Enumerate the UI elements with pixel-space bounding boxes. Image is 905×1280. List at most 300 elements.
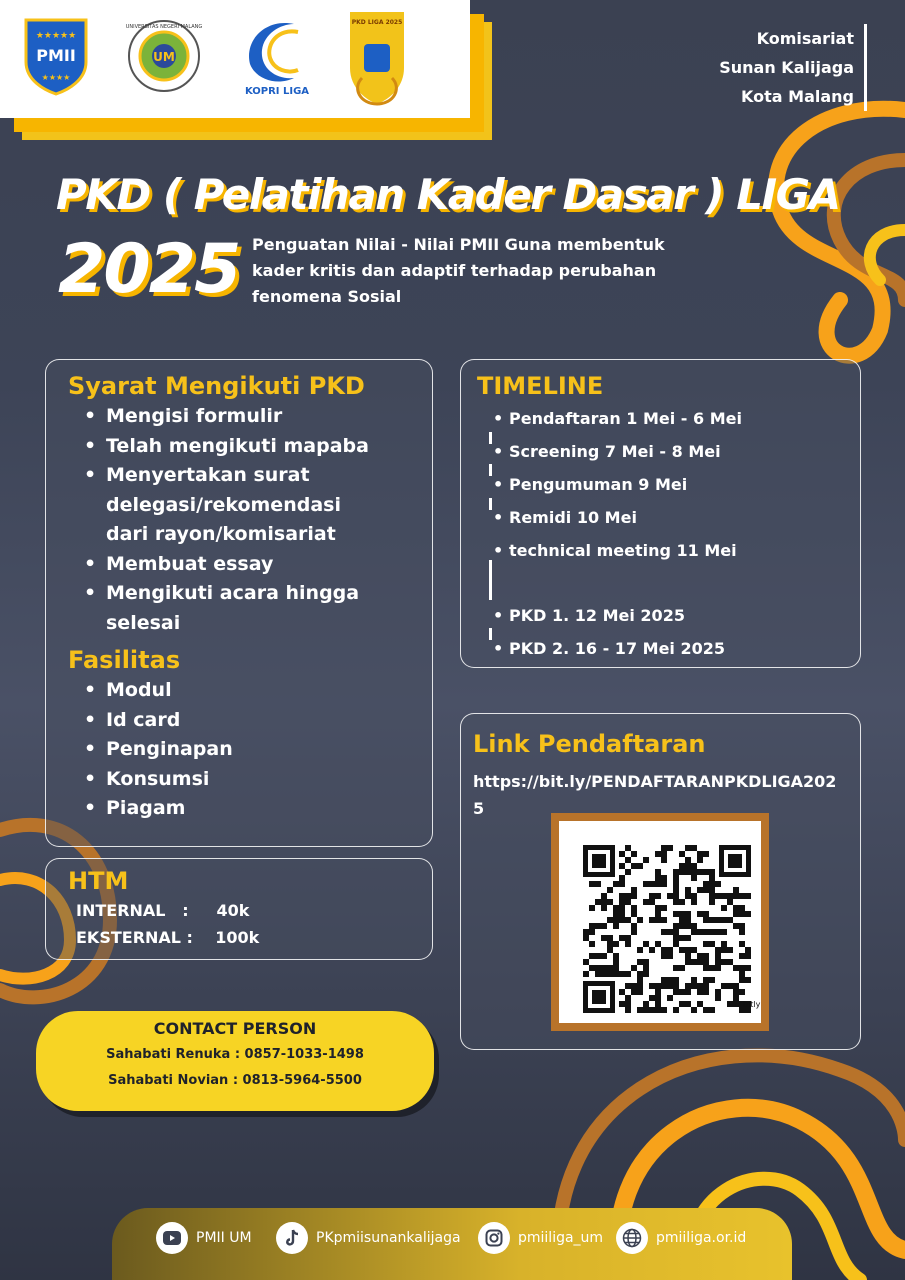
qr-module — [649, 899, 655, 905]
qr-module — [649, 947, 655, 953]
qr-module — [709, 893, 715, 899]
qr-module — [637, 989, 643, 995]
qr-module — [727, 899, 733, 905]
qr-module — [697, 959, 703, 965]
youtube-icon — [156, 1222, 188, 1254]
qr-module — [595, 923, 601, 929]
qr-code[interactable] — [559, 821, 761, 1023]
qr-module — [727, 983, 733, 989]
qr-module — [679, 863, 685, 869]
qr-module — [673, 887, 679, 893]
qr-module — [697, 983, 703, 989]
qr-module — [595, 971, 601, 977]
qr-module — [721, 929, 727, 935]
qr-module — [685, 917, 691, 923]
social-website[interactable] — [616, 1222, 746, 1254]
qr-module — [601, 965, 607, 971]
qr-module — [739, 929, 745, 935]
qr-module — [637, 917, 643, 923]
qr-module — [673, 935, 679, 941]
facilities-list — [46, 676, 432, 824]
kopri-liga-logo — [236, 16, 318, 98]
qr-module — [661, 947, 667, 953]
qr-module — [589, 941, 595, 947]
qr-module — [649, 881, 655, 887]
qr-module — [673, 911, 679, 917]
qr-module — [667, 845, 673, 851]
qr-module — [691, 923, 697, 929]
qr-module — [613, 881, 619, 887]
qr-module — [679, 851, 685, 857]
qr-module — [625, 1007, 631, 1013]
qr-module — [625, 935, 631, 941]
qr-module — [607, 971, 613, 977]
qr-module — [655, 1007, 661, 1013]
qr-module — [691, 899, 697, 905]
qr-module — [649, 995, 655, 1001]
qr-module — [685, 869, 691, 875]
qr-module — [631, 887, 637, 893]
qr-module — [637, 1007, 643, 1013]
qr-code-frame — [551, 813, 769, 1031]
pmii-logo-text: PMII — [36, 46, 76, 65]
qr-module — [715, 995, 721, 1001]
qr-module — [643, 899, 649, 905]
qr-module — [745, 947, 751, 953]
qr-module — [625, 845, 631, 851]
qr-module — [637, 971, 643, 977]
qr-module — [685, 989, 691, 995]
qr-module — [679, 935, 685, 941]
fee-box — [45, 858, 433, 960]
timeline-list — [491, 402, 851, 665]
qr-module — [589, 881, 595, 887]
qr-module — [655, 995, 661, 1001]
qr-module — [643, 941, 649, 947]
qr-module — [673, 875, 679, 881]
timeline-box — [460, 359, 861, 668]
qr-module — [691, 959, 697, 965]
qr-module — [709, 881, 715, 887]
qr-module — [721, 905, 727, 911]
qr-module — [691, 845, 697, 851]
qr-module — [703, 983, 709, 989]
qr-module — [709, 977, 715, 983]
qr-module — [733, 923, 739, 929]
qr-module — [739, 953, 745, 959]
qr-module — [733, 887, 739, 893]
pkd-liga-badge — [342, 8, 412, 108]
qr-module — [673, 881, 679, 887]
event-year: 2025 — [58, 230, 240, 309]
qr-module — [733, 995, 739, 1001]
qr-module — [715, 959, 721, 965]
qr-module — [631, 965, 637, 971]
qr-module — [685, 923, 691, 929]
qr-module — [685, 845, 691, 851]
qr-module — [607, 935, 613, 941]
qr-module — [739, 965, 745, 971]
list-item: • Id card — [70, 706, 432, 736]
qr-module — [661, 851, 667, 857]
social-label: PMII UM — [196, 1230, 252, 1246]
pkd-badge-text: PKD LIGA 2025 — [351, 19, 403, 26]
instagram-icon — [478, 1222, 510, 1254]
qr-module — [667, 929, 673, 935]
qr-module — [691, 893, 697, 899]
qr-module — [703, 869, 709, 875]
qr-module — [691, 947, 697, 953]
qr-module — [697, 857, 703, 863]
um-logo-ring-text: UNIVERSITAS NEGERI MALANG — [126, 24, 202, 30]
qr-module — [703, 929, 709, 935]
qr-module — [733, 1001, 739, 1007]
qr-module — [655, 893, 661, 899]
qr-module — [637, 977, 643, 983]
qr-module — [625, 857, 631, 863]
list-item: • Membuat essay — [70, 550, 400, 580]
qr-module — [691, 869, 697, 875]
qr-module — [613, 965, 619, 971]
qr-module — [631, 929, 637, 935]
fee-internal: INTERNAL : 40k — [76, 901, 250, 920]
qr-module — [715, 947, 721, 953]
qr-code-pattern — [559, 821, 761, 1023]
qr-module — [655, 881, 661, 887]
social-instagram[interactable] — [478, 1222, 603, 1254]
qr-module — [583, 935, 589, 941]
qr-module — [583, 959, 589, 965]
qr-module — [607, 887, 613, 893]
qr-module — [685, 893, 691, 899]
qr-module — [673, 929, 679, 935]
pmii-logo — [22, 16, 90, 96]
qr-module — [607, 965, 613, 971]
qr-module — [601, 935, 607, 941]
list-item: • Piagam — [70, 794, 432, 824]
qr-module — [619, 875, 625, 881]
qr-module — [703, 851, 709, 857]
qr-module — [643, 959, 649, 965]
registration-heading: Link Pendaftaran — [473, 730, 706, 758]
qr-module — [715, 893, 721, 899]
qr-module — [745, 911, 751, 917]
social-youtube[interactable] — [156, 1222, 252, 1254]
list-item: • Konsumsi — [70, 765, 432, 795]
qr-module — [613, 971, 619, 977]
qr-module — [619, 1001, 625, 1007]
qr-module — [649, 917, 655, 923]
qr-module — [697, 887, 703, 893]
qr-module — [643, 971, 649, 977]
qr-module — [619, 851, 625, 857]
qr-module — [685, 935, 691, 941]
qr-module — [739, 905, 745, 911]
qr-module — [631, 851, 637, 857]
qr-module — [607, 917, 613, 923]
qr-module — [733, 983, 739, 989]
qr-module — [715, 989, 721, 995]
registration-link[interactable]: https://bit.ly/PENDAFTARANPKDLIGA2025 — [473, 772, 837, 818]
qr-module — [631, 911, 637, 917]
qr-module — [619, 911, 625, 917]
qr-module — [721, 941, 727, 947]
qr-module — [637, 863, 643, 869]
qr-module — [661, 977, 667, 983]
qr-module — [727, 1001, 733, 1007]
qr-module — [673, 977, 679, 983]
qr-module — [613, 911, 619, 917]
qr-module — [703, 953, 709, 959]
qr-module — [661, 929, 667, 935]
contact-line: Sahabati Novian : 0813-5964-5500 — [108, 1073, 362, 1088]
svg-text:★★★★★: ★★★★★ — [35, 31, 77, 41]
qr-module — [679, 899, 685, 905]
list-item: • Telah mengikuti mapaba — [70, 432, 400, 462]
qr-module — [631, 863, 637, 869]
kopri-logo-text: KOPRI LIGA — [244, 86, 310, 97]
qr-module — [625, 971, 631, 977]
timeline-item: • Pendaftaran 1 Mei - 6 Mei — [491, 402, 851, 435]
qr-module — [697, 869, 703, 875]
qr-module — [703, 1007, 709, 1013]
qr-module — [727, 947, 733, 953]
qr-module — [613, 959, 619, 965]
qr-module — [691, 983, 697, 989]
qr-module — [661, 953, 667, 959]
qr-module — [685, 983, 691, 989]
qr-module — [655, 905, 661, 911]
qr-module — [745, 965, 751, 971]
qr-module — [613, 905, 619, 911]
facilities-heading: Fasilitas — [68, 646, 181, 674]
commissariat-line: Komisariat — [756, 29, 854, 48]
um-logo — [126, 16, 202, 98]
qr-module — [613, 941, 619, 947]
svg-text:★★★★: ★★★★ — [41, 73, 71, 82]
qr-module — [697, 1001, 703, 1007]
qr-module — [637, 947, 643, 953]
qr-module — [613, 917, 619, 923]
qr-module — [661, 983, 667, 989]
qr-module — [745, 893, 751, 899]
qr-module — [619, 863, 625, 869]
tiktok-icon — [276, 1222, 308, 1254]
qr-module — [697, 851, 703, 857]
qr-module — [739, 923, 745, 929]
qr-module — [631, 923, 637, 929]
qr-module — [655, 917, 661, 923]
qr-module — [643, 881, 649, 887]
qr-module — [709, 875, 715, 881]
qr-module — [643, 1007, 649, 1013]
qr-module — [619, 989, 625, 995]
qr-module — [679, 923, 685, 929]
qr-module — [667, 947, 673, 953]
qr-module — [715, 881, 721, 887]
qr-module — [697, 929, 703, 935]
qr-module — [709, 917, 715, 923]
qr-module — [721, 947, 727, 953]
qr-module — [643, 1001, 649, 1007]
commissariat-block — [719, 24, 867, 111]
qr-module — [721, 917, 727, 923]
qr-module — [685, 959, 691, 965]
qr-module — [655, 1001, 661, 1007]
qr-module — [601, 971, 607, 977]
qr-module — [613, 953, 619, 959]
timeline-item: • PKD 1. 12 Mei 2025 — [491, 599, 851, 632]
qr-module — [733, 905, 739, 911]
qr-module — [691, 875, 697, 881]
qr-module — [739, 911, 745, 917]
qr-module — [715, 953, 721, 959]
qr-module — [631, 905, 637, 911]
qr-module — [595, 899, 601, 905]
qr-module — [733, 893, 739, 899]
qr-module — [691, 929, 697, 935]
qr-module — [745, 953, 751, 959]
qr-module — [673, 899, 679, 905]
requirements-box — [45, 359, 433, 847]
qr-module — [709, 1007, 715, 1013]
qr-module — [673, 965, 679, 971]
contact-title: CONTACT PERSON — [153, 1019, 317, 1038]
qr-module — [655, 851, 661, 857]
qr-module — [739, 989, 745, 995]
social-label: PKpmiisunankalijaga — [316, 1230, 461, 1246]
qr-module — [601, 923, 607, 929]
qr-module — [733, 911, 739, 917]
qr-module — [667, 995, 673, 1001]
qr-module — [715, 929, 721, 935]
qr-module — [631, 893, 637, 899]
qr-module — [661, 845, 667, 851]
event-title: PKD ( Pelatihan Kader Dasar ) LIGA — [56, 170, 840, 219]
qr-module — [655, 941, 661, 947]
qr-module — [583, 929, 589, 935]
qr-module — [637, 983, 643, 989]
globe-icon — [616, 1222, 648, 1254]
logo-band — [0, 0, 470, 118]
qr-module — [595, 965, 601, 971]
requirements-list — [46, 402, 400, 638]
qr-module — [679, 869, 685, 875]
qr-module — [703, 911, 709, 917]
qr-module — [649, 1007, 655, 1013]
qr-module — [589, 905, 595, 911]
list-item: • Mengisi formulir — [70, 402, 400, 432]
social-tiktok[interactable] — [276, 1222, 461, 1254]
qr-module — [607, 941, 613, 947]
qr-module — [613, 923, 619, 929]
qr-module — [685, 947, 691, 953]
qr-module — [673, 989, 679, 995]
qr-module — [691, 977, 697, 983]
timeline-item: • technical meeting 11 Mei — [491, 534, 851, 567]
qr-module — [703, 917, 709, 923]
qr-module — [619, 971, 625, 977]
qr-module — [703, 941, 709, 947]
qr-module — [733, 965, 739, 971]
social-label: pmiiliga_um — [518, 1230, 604, 1246]
qr-module — [679, 989, 685, 995]
qr-module — [655, 983, 661, 989]
qr-module — [685, 1001, 691, 1007]
contact-line: Sahabati Renuka : 0857-1033-1498 — [106, 1047, 364, 1062]
qr-module — [661, 1007, 667, 1013]
qr-module — [619, 881, 625, 887]
qr-module — [703, 965, 709, 971]
qr-module — [727, 959, 733, 965]
social-label: pmiiliga.or.id — [656, 1230, 747, 1246]
qr-module — [655, 869, 661, 875]
qr-module — [709, 869, 715, 875]
qr-module — [625, 893, 631, 899]
qr-module — [709, 965, 715, 971]
qr-module — [691, 1007, 697, 1013]
qr-module — [637, 959, 643, 965]
qr-module — [619, 899, 625, 905]
qr-module — [709, 929, 715, 935]
qr-module — [667, 953, 673, 959]
qr-module — [625, 917, 631, 923]
qr-module — [607, 899, 613, 905]
timeline-item: • Remidi 10 Mei — [491, 501, 851, 534]
qr-module — [661, 857, 667, 863]
list-item: • Modul — [70, 676, 432, 706]
qr-module — [697, 989, 703, 995]
qr-module — [661, 875, 667, 881]
qr-module — [745, 977, 751, 983]
qr-module — [619, 917, 625, 923]
fee-external: EKSTERNAL : 100k — [76, 928, 260, 947]
qr-module — [667, 893, 673, 899]
qr-module — [673, 983, 679, 989]
qr-module — [595, 881, 601, 887]
qr-module — [643, 965, 649, 971]
qr-module — [625, 983, 631, 989]
list-item: • Menyertakan surat delegasi/rekomendasi dari rayon/komisariat — [70, 461, 366, 550]
bitly-mark: bitly — [743, 1000, 761, 1009]
qr-module — [631, 983, 637, 989]
qr-module — [739, 977, 745, 983]
timeline-item: • PKD 2. 16 - 17 Mei 2025 — [491, 632, 851, 665]
qr-module — [727, 917, 733, 923]
qr-module — [601, 905, 607, 911]
qr-module — [589, 965, 595, 971]
qr-module — [661, 905, 667, 911]
qr-module — [739, 941, 745, 947]
timeline-heading: TIMELINE — [477, 372, 604, 400]
qr-module — [667, 983, 673, 989]
qr-module — [673, 1007, 679, 1013]
qr-module — [691, 863, 697, 869]
qr-module — [625, 1001, 631, 1007]
commissariat-line: Sunan Kalijaga — [719, 58, 854, 77]
qr-module — [685, 887, 691, 893]
qr-module — [703, 887, 709, 893]
contact-person-card — [36, 1011, 434, 1111]
qr-module — [727, 893, 733, 899]
qr-module — [679, 917, 685, 923]
qr-module — [721, 893, 727, 899]
qr-module — [721, 983, 727, 989]
qr-module — [685, 863, 691, 869]
qr-module — [709, 887, 715, 893]
qr-module — [685, 857, 691, 863]
qr-module — [679, 911, 685, 917]
